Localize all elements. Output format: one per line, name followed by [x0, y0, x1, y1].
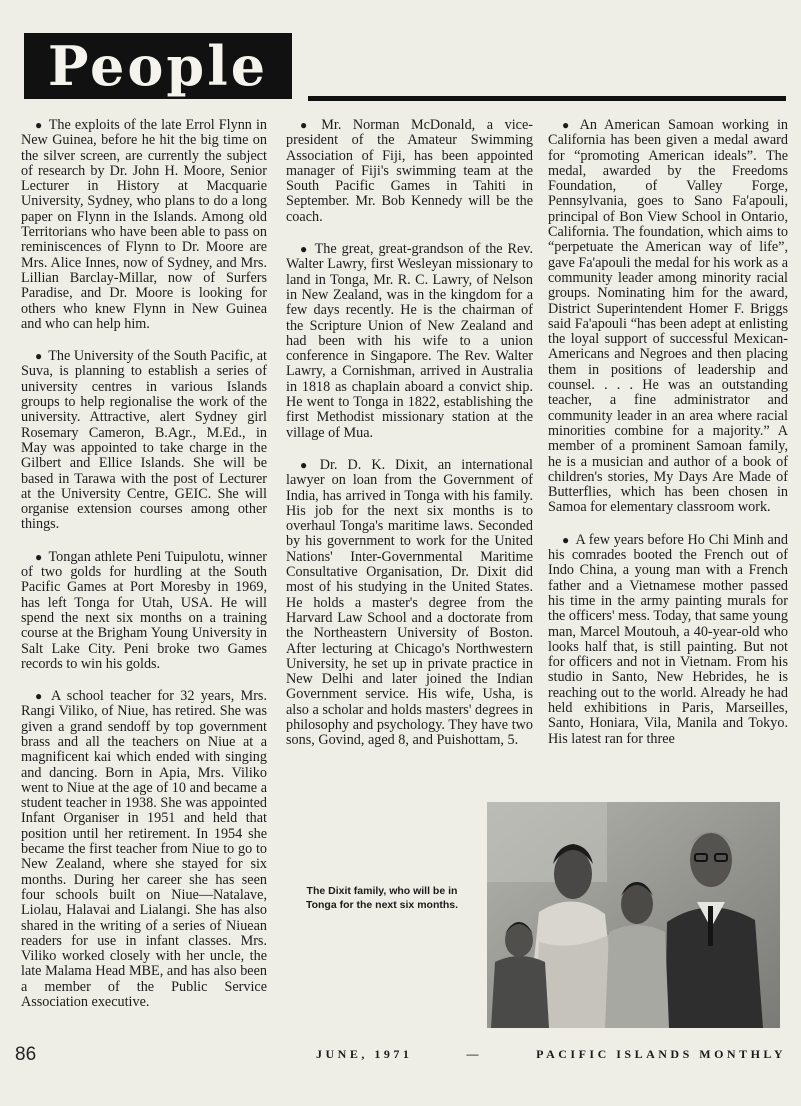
article-paragraph: [21, 550, 267, 672]
article-paragraph: [548, 118, 788, 516]
section-title: People: [47, 34, 269, 98]
paragraph-text: A school teacher for 32 years, Mrs. Rangi Viliko, of Niue, has retired. She was given a grand sendoff by top government brass and all the teachers on Niue at a magnificent kai which ended with singing and dancing. Born in Apia, Mrs. Viliko went to Niue at the age of 10 and became a student teacher in 1938. She was appointed Infant Organiser in 1951 and held that position until her retirement. In 1954 she became the first teacher from Niue to go to New Zealand, where she stayed for six months. During her career she has seen four schools built on Niue—Natalave, Liolau, Halavai and Lialangi. She has also shared in the writing of a series of Niuean readers for use in infant classes. Mrs. Viliko worked closely with her uncle, the late Malama Head MBE, and has also been a member of the Public Service Association executive.: [21, 688, 268, 1011]
section-masthead: [24, 33, 292, 99]
bullet-icon: ●: [35, 689, 46, 704]
family-photo-illustration: [487, 802, 780, 1028]
article-paragraph: [286, 118, 533, 225]
paragraph-text: An American Samoan working in California has been given a medal award for “promoting American ideals”. The medal, awarded by the Freedoms Foundation, of Valley Forge, Pennsylvania, goes to Sano Fa'apouli, principal of Bon View School in Ontario, California. The foundation, which aims to “perpetuate the American way of life”, gave Fa'apouli the medal for his work as a community leader among minority racial groups. Nominating him for the award, District Superintendent Homer F. Briggs said Fa'apouli “has been adept at enlisting the loyal support of successful Mexican-Americans and Negroes and then placing them in positions of leadership and counsel. . . . He was an outstanding teacher, a fine administrator and community leader in an area where racial minorities combine for a majority.” A member of a prominent Samoan family, he is a musician and author of a book of children's stories, My Days Are Made of Butterflies, which has been chosen in Samoa for elementary classroom work.: [548, 117, 788, 516]
paragraph-text: The exploits of the late Errol Flynn in New Guinea, before he hit the big time on the silver screen, are currently the subject of research by Dr. John H. Moore, Senior Lecturer in History at Macquarie University, Sydney, who plans to do a long paper on Flynn in the Islands. Among old Territorians who have been able to pass on reminiscences of Flynn to Dr. Moore are Mrs. Alice Innes, now of Sydney, and Mrs. Lillian Barclay-Millar, now of Surfers Paradise, and Dr. Moore is looking for others who knew Flynn in New Guinea and who can help him.: [21, 117, 267, 332]
article-paragraph: [21, 349, 267, 533]
paragraph-text: Dr. D. K. Dixit, an international lawyer on loan from the Government of India, has arrived in Tonga with his family. His job for the next six months is to overhaul Tonga's maritime laws. Seconded by his government to work for the United Nations' Inter-Governmental Maritime Consultative Organisation, Dr. Dixit did most of his studying in the United States. He holds a master's degree from the Harvard Law School and a doctorate from the Northeastern University of Boston. After lecturing at Chicago's Northwestern University, he set up in private practice in New Delhi and later joined the Indian Government service. His wife, Usha, is also a scholar and holds masters' degrees in philosophy and psychology. They have two sons, Govind, aged 8, and Puishottam, 5.: [286, 456, 533, 749]
footer-date: JUNE, 1971: [316, 1047, 413, 1061]
photo-caption: The Dixit family, who will be in Tonga for the next six months.: [305, 885, 459, 911]
header-rule: [308, 96, 786, 101]
article-paragraph: [286, 242, 533, 441]
bullet-icon: ●: [300, 242, 309, 257]
bullet-icon: ●: [35, 549, 43, 564]
article-paragraph: [286, 458, 533, 749]
column-3: [548, 118, 788, 764]
paragraph-text: The University of the South Pacific, at Suva, is planning to establish a series of university centres in various Islands groups to help regionalise the work of the university. Attractive, alert Sydney girl Rosemary Cameron, B.Agr., M.Ed., in May was appointed to take charge in the Gilbert and Ellice Islands. She will be based in Tarawa with the post of Lecturer at the University Centre, GEIC. She will organise extension courses among other things.: [21, 348, 267, 533]
bullet-icon: ●: [562, 532, 570, 547]
bullet-icon: ●: [562, 118, 574, 132]
column-1: [21, 118, 267, 1027]
article-paragraph: [21, 118, 267, 332]
paragraph-text: The great, great-grandson of the Rev. Walter Lawry, first Wesleyan missionary to land in Tonga, Mr. R. C. Lawry, of Nelson in New Zealand, was in the kingdom for a few days recently. He is the chairman of the Scripture Union of New Zealand and had been with his wife to a union conference in Singapore. The Rev. Walter Lawry, a Cornishman, arrived in Australia in 1818 as chaplain aboard a convict ship. He went to Tonga in 1822, establishing the first Methodist missionary station at the village of Mua.: [286, 241, 533, 441]
bullet-icon: ●: [300, 457, 314, 472]
article-paragraph: [21, 689, 267, 1010]
bullet-icon: ●: [300, 118, 316, 132]
bullet-icon: ●: [35, 349, 43, 364]
paragraph-text: A few years before Ho Chi Minh and his comrades booted the French out of Indo China, a young man with a French father and a Vietnamese mother passed his time in the army painting murals for the officers' mess. Today, that same young man, Marcel Moutouh, a 40-year-old who looks half that, is still painting. But not for officers and not in Vietnam. From his studio in Santo, New Hebrides, he is reaching out to the world. Already he had held exhibitions in Paris, Marseilles, Santo, Honiara, Vila, Manila and Tokyo. His latest ran for three: [548, 531, 788, 747]
paragraph-text: Tongan athlete Peni Tuipulotu, winner of two golds for hurdling at the South Pacific Games at Port Moresby in 1969, has left Tonga for Utah, USA. He will spend the next six months on a training course at the Brigham Young University in Salt Lake City. Peni broke two Games records to win his golds.: [21, 548, 268, 672]
running-footer: [316, 1047, 786, 1062]
bullet-icon: ●: [35, 118, 43, 132]
dixit-family-photo: [487, 802, 780, 1028]
article-paragraph: [548, 533, 788, 747]
page-number: 86: [15, 1044, 37, 1065]
column-2: [286, 118, 533, 766]
footer-publication: PACIFIC ISLANDS MONTHLY: [536, 1047, 786, 1061]
footer-separator: —: [466, 1047, 482, 1061]
paragraph-text: Mr. Norman McDonald, a vice-president of the Amateur Swimming Association of Fiji, has been appointed manager of Fiji's swimming team at the South Pacific Games in Tahiti in September. Mr. Bob Kennedy will be the coach.: [286, 117, 533, 225]
